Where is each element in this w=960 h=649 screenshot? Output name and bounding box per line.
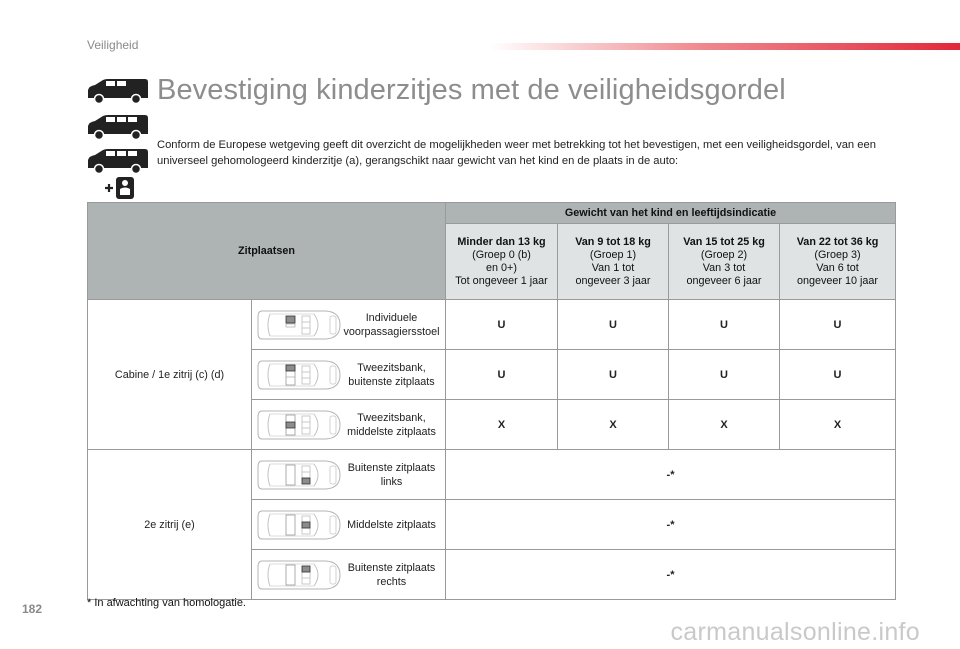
col-weight: Van 22 tot 36 kg: [796, 235, 879, 248]
value-cell: X: [446, 400, 558, 450]
value-cell: U: [558, 350, 669, 400]
van-icon: [86, 78, 150, 106]
value-cell: U: [446, 300, 558, 350]
col-group: (Groep 1): [589, 248, 637, 261]
van-icon: [86, 114, 150, 142]
value-cell: U: [780, 350, 896, 400]
value-cell: -*: [446, 450, 896, 500]
van-icon: [86, 148, 150, 176]
header-places: Zitplaatsen: [88, 203, 446, 300]
car-topview-icon: [256, 405, 342, 445]
header-col-3: [780, 224, 896, 300]
page-title: Bevestiging kinderzitjes met de veiligheidsgordel: [157, 74, 786, 106]
value-cell: U: [669, 300, 780, 350]
col-age: ongeveer 6 jaar: [686, 274, 762, 287]
col-age: ongeveer 10 jaar: [796, 274, 879, 287]
car-topview-icon: [256, 355, 342, 395]
col-weight: Van 9 tot 18 kg: [575, 235, 651, 248]
car-topview-icon: [256, 505, 342, 545]
col-group: (Groep 3): [814, 248, 861, 261]
header-weight-group: Gewicht van het kind en leeftijdsindicatie: [446, 203, 896, 224]
header-col-2: [669, 224, 780, 300]
col-weight: Minder dan 13 kg: [457, 235, 546, 248]
seat-label: Buitenste zitplaats rechts: [347, 561, 436, 588]
col-age: ongeveer 3 jaar: [575, 274, 651, 287]
value-cell: -*: [446, 550, 896, 600]
col-group2: Van 3 tot: [702, 261, 746, 274]
row-group-cabin: Cabine / 1e zitrij (c) (d): [88, 300, 252, 450]
header-col-0: [446, 224, 558, 300]
page-number: 182: [22, 602, 43, 616]
seat-cell: [252, 300, 446, 350]
value-cell: X: [669, 400, 780, 450]
value-cell: -*: [446, 500, 896, 550]
footnote: * In afwachting van homologatie.: [87, 597, 246, 609]
intro-text: Conform de Europese wetgeving geeft dit overzicht de mogelijkheden weer met betrekking tot het bevestigen, met een veiligheidsgordel, van een universeel gehomologeerd kinderzitje (a), gerangschikt naar gewicht van het kind en de plaats in de auto:: [157, 139, 876, 167]
plus-passenger-icon: [102, 176, 136, 200]
col-group: (Groep 0 (b): [472, 248, 531, 261]
col-group2: en 0+): [486, 261, 517, 274]
section-label: Veiligheid: [87, 38, 139, 52]
value-cell: U: [780, 300, 896, 350]
child-seat-table: [87, 202, 896, 600]
seat-label: Tweezitsbank, buitenste zitplaats: [348, 361, 435, 388]
seat-cell: [252, 500, 446, 550]
row-group-second-row: 2e zitrij (e): [88, 450, 252, 600]
car-topview-icon: [256, 555, 342, 595]
seat-label: Buitenste zitplaats links: [347, 461, 436, 488]
col-age: Tot ongeveer 1 jaar: [455, 274, 548, 287]
car-topview-icon: [256, 305, 342, 345]
col-weight: Van 15 tot 25 kg: [683, 235, 765, 248]
seat-label: Tweezitsbank, middelste zitplaats: [347, 411, 436, 438]
col-group2: Van 1 tot: [591, 261, 635, 274]
col-group2: Van 6 tot: [816, 261, 859, 274]
value-cell: U: [446, 350, 558, 400]
value-cell: X: [780, 400, 896, 450]
seat-cell: [252, 550, 446, 600]
top-accent-bar: [490, 43, 960, 50]
seat-cell: [252, 400, 446, 450]
value-cell: U: [558, 300, 669, 350]
value-cell: U: [669, 350, 780, 400]
seat-cell: [252, 450, 446, 500]
seat-label: Middelste zitplaats: [347, 518, 436, 531]
seat-label: Individuele voorpassagiersstoel: [343, 311, 440, 338]
watermark: carmanualsonline.info: [670, 618, 920, 646]
header-col-1: [558, 224, 669, 300]
value-cell: X: [558, 400, 669, 450]
car-topview-icon: [256, 455, 342, 495]
col-group: (Groep 2): [700, 248, 748, 261]
seat-cell: [252, 350, 446, 400]
